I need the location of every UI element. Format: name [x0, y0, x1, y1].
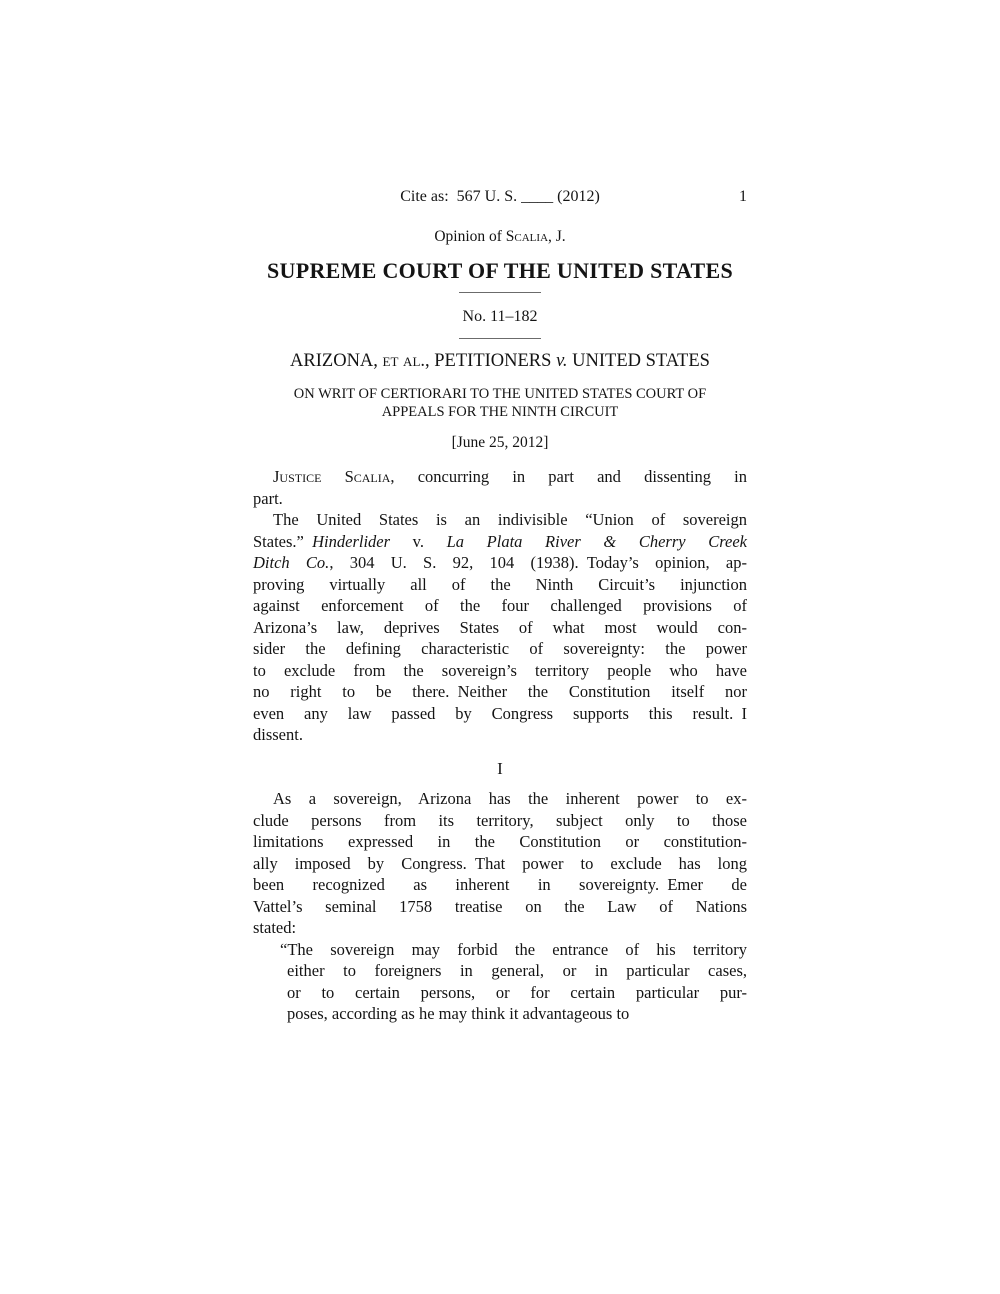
- text-run: Scalia: [505, 228, 549, 245]
- writ-block: [253, 385, 747, 421]
- text-line: [253, 574, 747, 596]
- running-header: [253, 187, 747, 206]
- text-line: [253, 917, 747, 939]
- block-quote: [280, 939, 747, 1025]
- text-run: ARIZONA,: [290, 351, 383, 371]
- opinion-attribution: [253, 227, 747, 246]
- text-run: clude persons from its territory, subject only to those: [253, 810, 747, 830]
- text-line: [253, 896, 747, 918]
- text-run: v.: [390, 531, 447, 551]
- text-run: or to certain persons, or for certain particular pur-: [287, 982, 747, 1002]
- text-line: [253, 638, 747, 660]
- text-line: [280, 939, 747, 961]
- text-line: [253, 617, 747, 639]
- court-title: SUPREME COURT OF THE UNITED STATES: [266, 258, 734, 283]
- text-line: [253, 853, 747, 875]
- divider-rule: [459, 292, 541, 293]
- text-line: [253, 703, 747, 725]
- date-line: [June 25, 2012]: [451, 434, 549, 451]
- text-run: limitations expressed in the Constitution or constitution-: [253, 832, 747, 851]
- text-run: ally imposed by Congress. That power to exclude has long: [253, 853, 747, 873]
- text-line: [253, 810, 747, 832]
- writ-line: APPEALS FOR THE NINTH CIRCUIT: [381, 404, 619, 420]
- text-line: [253, 831, 747, 853]
- text-run: , 304 U. S. 92, 104 (1938). Today’s opinion, ap-: [329, 553, 747, 572]
- text-line: [253, 788, 747, 810]
- text-line: [253, 488, 747, 510]
- text-run: v.: [556, 351, 568, 371]
- section-heading: I: [497, 758, 503, 778]
- text-run: , J.: [548, 228, 566, 245]
- text-line: [253, 681, 747, 703]
- text-run: La Plata River & Cherry Creek: [446, 531, 747, 551]
- text-line: [253, 466, 747, 488]
- text-run: Hinderlider: [312, 531, 391, 551]
- opinion-body: [253, 466, 747, 1025]
- text-run: sider the defining characteristic of sovereignty: the power: [253, 639, 747, 658]
- text-run: proving virtually all of the Ninth Circuit’s injunction: [253, 574, 747, 594]
- text-line: [253, 509, 747, 531]
- text-run: , concurring in part and dissenting in: [390, 467, 747, 486]
- text-run: against enforcement of the four challenged provisions of: [253, 596, 747, 615]
- text-run: poses, according as he may think it advantageous to: [287, 1004, 630, 1023]
- paragraph: [253, 788, 747, 939]
- text-run: Ditch Co.: [253, 553, 330, 572]
- text-run: Justice Scalia: [273, 467, 391, 486]
- text-run: to exclude from the sovereign’s territory people who have: [253, 660, 747, 680]
- text-line: [253, 531, 747, 553]
- text-run: Opinion of: [434, 228, 506, 245]
- text-line: [287, 960, 747, 982]
- text-line: [287, 982, 747, 1004]
- text-run: et al.: [382, 351, 426, 371]
- text-run: “The sovereign may forbid the entrance of his territory: [280, 939, 747, 959]
- text-line: [253, 874, 747, 896]
- cite-text: Cite as: 567 U. S. ____ (2012): [400, 188, 600, 205]
- text-line: [253, 595, 747, 617]
- text-line: [253, 724, 747, 746]
- text-run: part.: [253, 488, 283, 508]
- text-run: stated:: [253, 918, 297, 937]
- paragraph: [253, 466, 747, 509]
- text-run: The United States is an indivisible “Union of sovereign: [273, 510, 747, 529]
- text-line: [253, 660, 747, 682]
- text-run: been recognized as inherent in sovereignty. Emer de: [253, 875, 747, 894]
- text-line: [287, 1003, 747, 1025]
- text-run: dissent.: [253, 725, 303, 744]
- text-run: even any law passed by Congress supports this result. I: [253, 703, 747, 723]
- docket-number: No. 11–182: [462, 308, 538, 325]
- text-run: Arizona’s law, deprives States of what most would con-: [253, 617, 747, 637]
- case-title: [253, 350, 747, 373]
- text-run: , PETITIONERS: [425, 351, 557, 371]
- text-run: UNITED STATES: [567, 351, 710, 371]
- text-run: no right to be there. Neither the Constitution itself nor: [253, 682, 747, 701]
- text-line: [253, 552, 747, 574]
- page-number: 1: [739, 188, 747, 205]
- text-run: either to foreigners in general, or in particular cases,: [287, 961, 747, 980]
- divider-rule: [459, 338, 541, 339]
- text-run: As a sovereign, Arizona has the inherent power to ex-: [273, 789, 747, 808]
- text-run: Vattel’s seminal 1758 treatise on the Law of Nations: [253, 896, 747, 916]
- writ-line: ON WRIT OF CERTIORARI TO THE UNITED STATES COURT OF: [293, 386, 707, 402]
- paragraph: [253, 509, 747, 746]
- text-run: States.”: [253, 531, 313, 551]
